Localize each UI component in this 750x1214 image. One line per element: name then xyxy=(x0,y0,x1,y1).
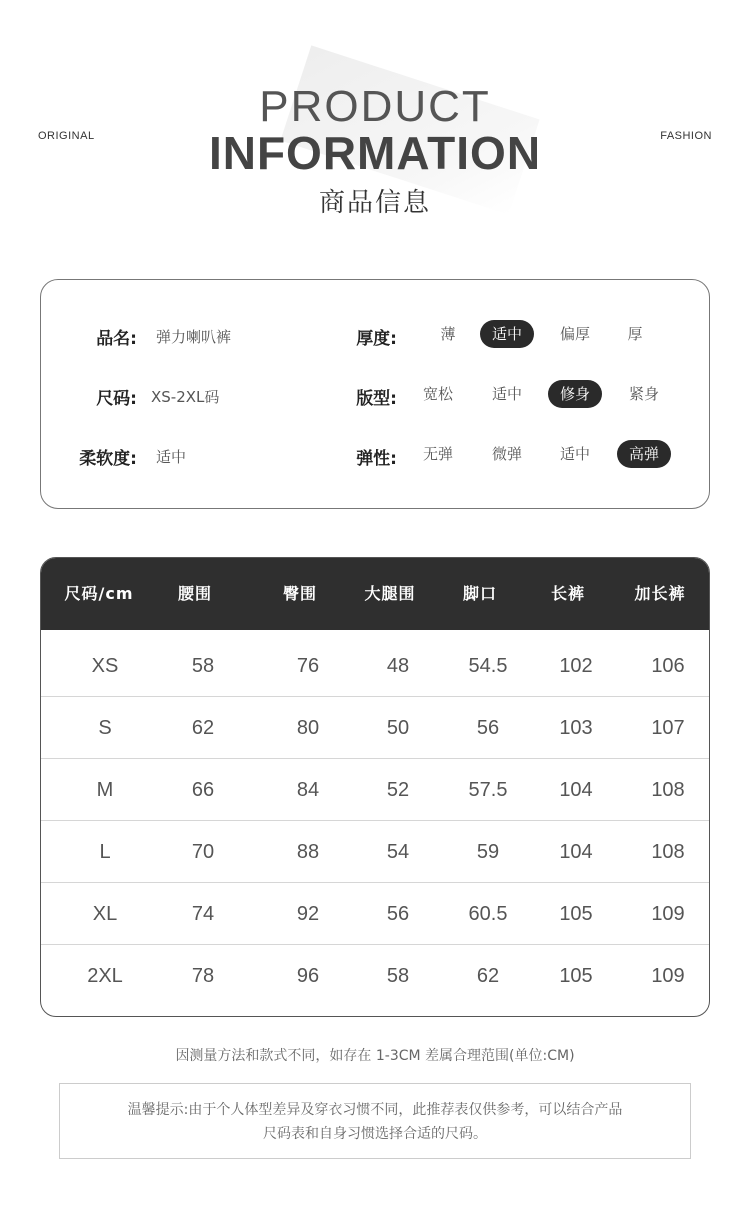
table-cell: 52 xyxy=(386,779,410,801)
table-cell: 96 xyxy=(296,965,320,987)
table-header-cell: 腰围 xyxy=(177,584,212,603)
table-cell: 109 xyxy=(651,965,685,987)
softness-value: 适中 xyxy=(156,448,187,466)
info-row-3 xyxy=(41,436,711,476)
table-row xyxy=(41,883,710,945)
table-cell: 92 xyxy=(296,903,320,925)
name-value: 弹力喇叭裤 xyxy=(156,328,232,346)
table-cell: 60.5 xyxy=(468,903,508,925)
fit-option: 紧身 xyxy=(628,385,659,403)
size-label: 尺码: xyxy=(96,389,137,409)
table-cell: 108 xyxy=(651,841,685,863)
table-cell: 108 xyxy=(651,779,685,801)
table-cell: 105 xyxy=(559,965,593,987)
elasticity-option: 微弹 xyxy=(491,445,522,463)
table-header-cell: 大腿围 xyxy=(364,584,416,603)
elasticity-option: 适中 xyxy=(559,445,590,463)
table-cell: 78 xyxy=(191,965,215,987)
title-line-1: PRODUCT xyxy=(259,82,491,131)
table-cell: 88 xyxy=(296,841,320,863)
table-header xyxy=(41,558,710,630)
table-header-cell: 臀围 xyxy=(282,584,317,603)
table-cell: 105 xyxy=(559,903,593,925)
table-cell: 76 xyxy=(296,655,320,677)
elasticity-label: 弹性: xyxy=(356,449,397,469)
table-cell: L xyxy=(99,841,111,863)
table-cell: 57.5 xyxy=(468,779,508,801)
table-cell: 54 xyxy=(386,841,410,863)
right-tag: FASHION xyxy=(660,130,712,142)
size-value: XS-2XL码 xyxy=(151,388,220,406)
table-row xyxy=(41,697,710,759)
table-row xyxy=(41,821,710,883)
table-cell: 62 xyxy=(476,965,500,987)
table-cell: 104 xyxy=(559,779,593,801)
table-cell: M xyxy=(96,779,114,801)
table-cell: S xyxy=(98,717,112,739)
title-line-2: INFORMATION xyxy=(208,127,542,179)
table-cell: 48 xyxy=(386,655,410,677)
table-cell: 56 xyxy=(386,903,410,925)
table-cell: 74 xyxy=(191,903,215,925)
table-cell: 80 xyxy=(296,717,320,739)
table-cell: 2XL xyxy=(87,965,123,987)
table-cell: 66 xyxy=(191,779,215,801)
tip-line-2: 尺码表和自身习惯选择合适的尺码。 xyxy=(263,1126,487,1142)
title-chinese: 商品信息 xyxy=(318,188,431,218)
size-table xyxy=(40,557,710,1017)
table-cell: XL xyxy=(92,903,118,925)
product-info-box xyxy=(40,279,710,509)
table-header-cell: 脚口 xyxy=(462,584,497,603)
left-tag: ORIGINAL xyxy=(38,130,95,142)
fit-label: 版型: xyxy=(356,389,397,409)
info-row-2 xyxy=(41,376,711,416)
fit-option: 适中 xyxy=(491,385,522,403)
thickness-label: 厚度: xyxy=(356,329,397,349)
thickness-option: 薄 xyxy=(440,325,456,343)
header xyxy=(0,0,750,240)
fit-option-selected: 修身 xyxy=(548,380,602,408)
thickness-option-selected: 适中 xyxy=(480,320,534,348)
table-row xyxy=(41,635,710,697)
softness-label: 柔软度: xyxy=(79,449,137,469)
table-cell: 107 xyxy=(651,717,685,739)
table-row xyxy=(41,759,710,821)
thickness-option: 厚 xyxy=(627,325,643,343)
table-cell: 102 xyxy=(559,655,593,677)
table-cell: 70 xyxy=(191,841,215,863)
table-header-cell: 尺码/cm xyxy=(64,584,134,603)
fit-option: 宽松 xyxy=(422,385,453,403)
table-cell: 62 xyxy=(191,717,215,739)
table-cell: 50 xyxy=(386,717,410,739)
table-cell: 56 xyxy=(476,717,500,739)
table-cell: 109 xyxy=(651,903,685,925)
info-row-1 xyxy=(41,316,711,356)
table-cell: 58 xyxy=(191,655,215,677)
table-row xyxy=(41,945,710,1007)
table-cell: 106 xyxy=(651,655,685,677)
table-cell: 104 xyxy=(559,841,593,863)
table-cell: 58 xyxy=(386,965,410,987)
table-header-cell: 长裤 xyxy=(550,584,585,603)
elasticity-option-selected: 高弹 xyxy=(617,440,671,468)
table-cell: 103 xyxy=(559,717,593,739)
name-label: 品名: xyxy=(96,329,137,349)
table-cell: 84 xyxy=(296,779,320,801)
table-cell: 54.5 xyxy=(468,655,508,677)
table-cell: 59 xyxy=(476,841,500,863)
tip-box xyxy=(59,1083,691,1159)
tip-line-1: 温馨提示:由于个人体型差异及穿衣习惯不同，此推荐表仅供参考，可以结合产品 xyxy=(127,1102,623,1118)
table-header-cell: 加长裤 xyxy=(634,584,686,603)
measurement-note: 因测量方法和款式不同，如存在 1-3CM 差属合理范围(单位:CM) xyxy=(175,1048,575,1064)
elasticity-option: 无弹 xyxy=(422,445,453,463)
table-cell: XS xyxy=(91,655,119,677)
thickness-option: 偏厚 xyxy=(559,325,590,343)
